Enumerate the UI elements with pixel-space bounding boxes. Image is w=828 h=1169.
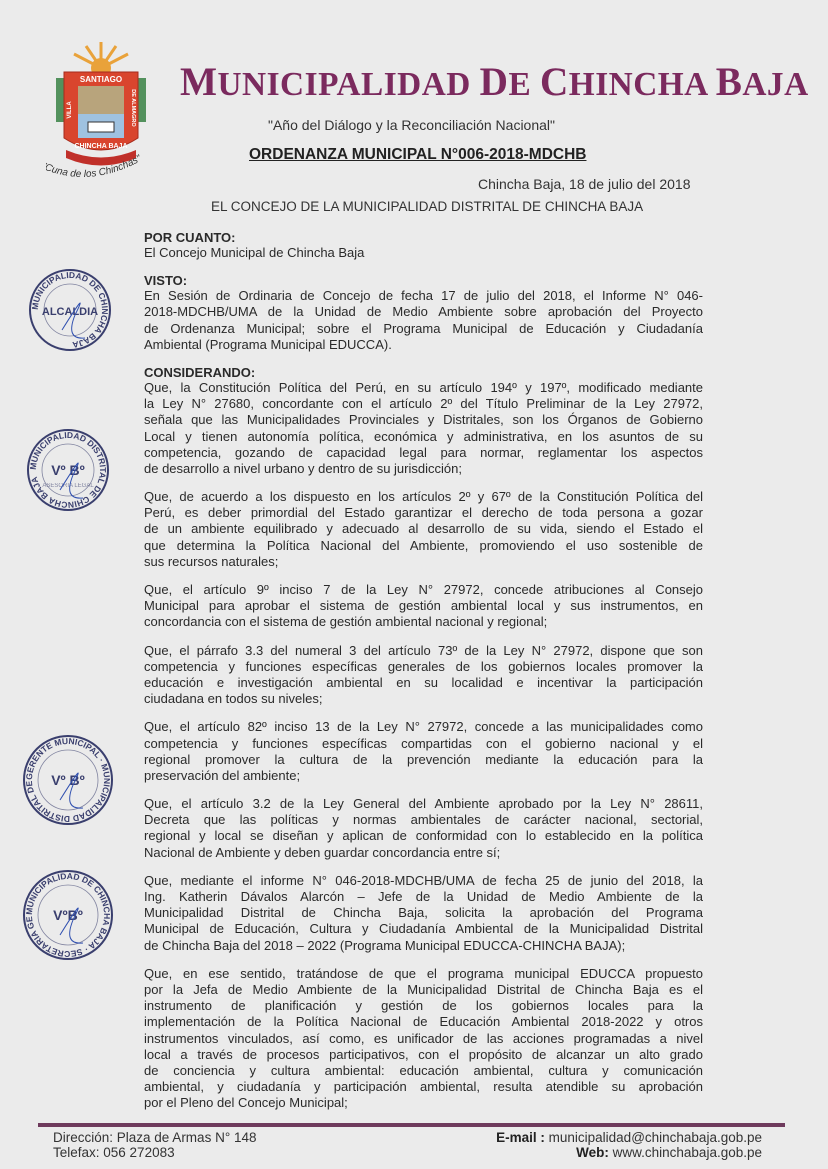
svg-text:"Cuna de los Chinchas": una de los Chinchas" <box>50 153 144 180</box>
text-line: Perú, es deber primordial del Estado garantizar el derecho de toda persona a gozar <box>144 505 703 521</box>
svg-text:ASESORIA LEGAL: ASESORIA LEGAL <box>42 483 94 489</box>
text-line: Municipalidad Distrital de Chincha Baja, solicita la aprobación del Programa <box>144 905 703 921</box>
section-heading: POR CUANTO: <box>144 230 236 245</box>
text-line: Que, de acuerdo a los dispuesto en los artículos 2º y 67º de la Constitución Política del <box>144 489 703 505</box>
phone: Telefax: 056 272083 <box>53 1145 175 1160</box>
text-line: de un ambiente equilibrado y adecuado al desarrollo de su vida, siendo el Estado el <box>144 521 703 537</box>
text-line: de desarrollo a nivel urbano y dentro de su jurisdicción; <box>144 460 462 476</box>
web-label: Web: <box>576 1145 609 1160</box>
text-line: competencia, gozando de capacidad legal para normar, reglamentar los aspectos <box>144 444 703 460</box>
text-line: Ing. Katherin Dávalos Alarcón – Jefe de la Unidad de Medio Ambiente de la <box>144 889 703 904</box>
text-line: de conciencia y cultura ambiental: educación ambiental, cultura y comunicación <box>144 1062 703 1078</box>
section-heading: VISTO: <box>144 273 188 289</box>
address: Dirección: Plaza de Armas N° 148 <box>53 1130 257 1145</box>
text-line: que determina la Política Nacional del Ambiente, promoviendo el uso sostenible de <box>144 537 703 553</box>
svg-text:MUNICIPALIDAD DISTRITAL DE CHI: MUNICIPALIDAD DISTRITAL DE CHINCHA BAJA <box>27 429 109 511</box>
text-line: Que, el artículo 9º inciso 7 de la Ley N° 27972, concede atribuciones al Consejo <box>144 582 703 597</box>
svg-text:Vº Bº: Vº Bº <box>51 462 85 478</box>
paragraph <box>144 489 703 570</box>
text-line: educación e investigación ambiental en su localidad e incentivar la participación <box>144 674 703 690</box>
stamp-secretaria-general <box>20 867 116 968</box>
svg-text:DE ALMAGRO: DE ALMAGRO <box>130 89 136 127</box>
text-line: regional y local se diseñan y aplican de conformidad con lo establecido en la política <box>144 828 703 844</box>
text-line: ambiental, y ciudadanía y participación ambiental, resulta atendible su aprobación <box>144 1079 703 1095</box>
document-body <box>144 230 703 1123</box>
svg-text:ALCALDIA: ALCALDIA <box>41 306 99 318</box>
text-line: El Concejo Municipal de Chincha Baja <box>144 245 365 260</box>
text-line: Que, la Constitución Política del Perú, en su artículo 194º y 197º, modificado mediante <box>144 379 703 395</box>
svg-text:MUNICIPALIDAD DE CHINCHA BAJA: MUNICIPALIDAD DE CHINCHA BAJA · SECRETARIA GE <box>23 870 113 960</box>
footer-divider <box>38 1123 785 1127</box>
text-line: Ambiental (Programa Municipal EDUCCA). <box>144 336 392 352</box>
text-line: competencia y funciones específicas compartidas con el gobierno nacional y el <box>144 735 703 751</box>
text-line: Nacional de Ambiente y deben guardar concordancia entre sí; <box>144 844 501 860</box>
svg-text:VILLA: VILLA <box>67 101 73 119</box>
text-line: Municipal de Educación, Cultura y Ciudadanía Ambiental de la Municipalidad Distrital <box>144 921 703 937</box>
ordinance-number: ORDENANZA MUNICIPAL N°006-2018-MDCHB <box>249 146 587 163</box>
text-line: regional promover la cultura de la prevención mediante la educación para la <box>144 751 703 767</box>
text-line: local a través de procesos participativos, con el propósito de alcanzar un alto grado <box>144 1046 703 1062</box>
paragraph <box>144 719 703 784</box>
text-line: ciudadana en todos su niveles; <box>144 691 323 707</box>
text-line: Que, el artículo 3.2 de la Ley General del Ambiente aprobado por la Ley N° 28611, <box>144 796 703 812</box>
text-line: por el Pleno del Concejo Municipal; <box>144 1095 348 1111</box>
text-line: señala que las Municipalidades Provinciales y Distritales, son los Órganos de Gobierno <box>144 412 703 428</box>
paragraph <box>144 643 703 708</box>
text-line: preservación del ambiente; <box>144 767 301 783</box>
text-line: de Ordenanza Municipal; sobre el Programa Municipal de Educación y Ciudadanía <box>144 320 703 336</box>
email-label: E-mail : <box>496 1130 545 1145</box>
svg-text:CHINCHA BAJA: CHINCHA BAJA <box>74 143 128 150</box>
text-line: concordancia con el sistema de gestión ambiental nacional y regional; <box>144 614 548 630</box>
text-line: Local y tienen autonomía política, económica y administrativa, en los asuntos de su <box>144 428 703 444</box>
section-heading: CONSIDERANDO: <box>144 364 256 380</box>
text-line: por la Jefa de Medio Ambiente de la Municipalidad Distrital de Chincha Baja es el <box>144 981 703 997</box>
year-motto: "Año del Diálogo y la Reconciliación Nacional" <box>268 117 555 133</box>
text-line: instrumentos vinculados, así como, es unificador de las acciones programadas a nivel <box>144 1030 703 1046</box>
text-line: Que, el párrafo 3.3 del numeral 3 del artículo 73º de la Ley N° 27972, dispone que son <box>144 642 703 658</box>
stamp-gerente-municipal <box>20 732 116 833</box>
text-line: de Chincha Baja del 2018 – 2022 (Programa Municipal EDUCCA-CHINCHA BAJA); <box>144 937 626 953</box>
text-line: competencia y funciones específicas generales de los gobiernos locales promover la <box>144 658 703 674</box>
stamp-alcaldia <box>26 266 114 359</box>
svg-text:SANTIAGO: SANTIAGO <box>79 75 123 84</box>
stamp-asesoria-legal <box>24 426 112 519</box>
web-link[interactable]: www.chinchabaja.gob.pe <box>612 1145 762 1160</box>
text-line: Que, en ese sentido, tratándose de que el programa municipal EDUCCA propuesto <box>144 965 703 981</box>
document-date: Chincha Baja, 18 de julio del 2018 <box>478 176 691 192</box>
text-line: sus recursos naturales; <box>144 553 279 569</box>
municipality-title: MUNICIPALIDAD DE CHINCHA BAJA <box>180 59 809 104</box>
footer-contact <box>496 1130 762 1160</box>
text-line: instrumento de planificación y gestión de los gobiernos locales para la <box>144 998 703 1014</box>
svg-text:VºBº: VºBº <box>53 907 83 923</box>
text-line: Decreta que las políticas y normas ambientales de carácter nacional, sectorial, <box>144 812 703 828</box>
svg-text:Vº Bº: Vº Bº <box>51 772 85 788</box>
text-line: implementación de la Política Nacional de Educación Ambiental 2018-2022 y otros <box>144 1014 703 1030</box>
email-link[interactable]: municipalidad@chinchabaja.gob.pe <box>548 1130 762 1145</box>
text-line: Municipal para aprobar el sistema de gestión ambiental local y sus instrumentos, en <box>144 598 703 614</box>
paragraph <box>144 288 703 353</box>
svg-text:GERENTE MUNICIPAL · MUNICIPALI: GERENTE MUNICIPAL · MUNICIPALIDAD DISTRITAL DE <box>23 735 113 825</box>
paragraph <box>144 873 703 954</box>
paragraph <box>144 380 703 477</box>
text-line: la Ley N° 27680, concordante con el artículo 2º del Título Preliminar de la Ley 27972, <box>144 396 703 412</box>
text-line: Que, el artículo 82º inciso 13 de la Ley N° 27972, concede a las municipalidades como <box>144 719 703 735</box>
paragraph <box>144 245 703 261</box>
paragraph <box>144 582 703 631</box>
municipal-coat-of-arms <box>46 40 156 195</box>
svg-text:MUNICIPALIDAD DE CHINCHA BAJA: MUNICIPALIDAD DE CHINCHA BAJA <box>29 269 111 350</box>
text-line: Que, mediante el informe N° 046-2018-MDCHB/UMA de fecha 25 de junio del 2018, la <box>144 872 703 888</box>
paragraph <box>144 796 703 861</box>
council-heading: EL CONCEJO DE LA MUNICIPALIDAD DISTRITAL DE CHINCHA BAJA <box>211 199 644 214</box>
paragraph <box>144 966 703 1112</box>
text-line: 2018-MDCHB/UMA de la Unidad de Medio Ambiente sobre aprobación del Proyecto <box>144 304 703 320</box>
text-line: En Sesión de Ordinaria de Concejo de fecha 17 de julio del 2018, el Informe N° 046- <box>144 288 703 304</box>
footer-address <box>53 1130 257 1160</box>
